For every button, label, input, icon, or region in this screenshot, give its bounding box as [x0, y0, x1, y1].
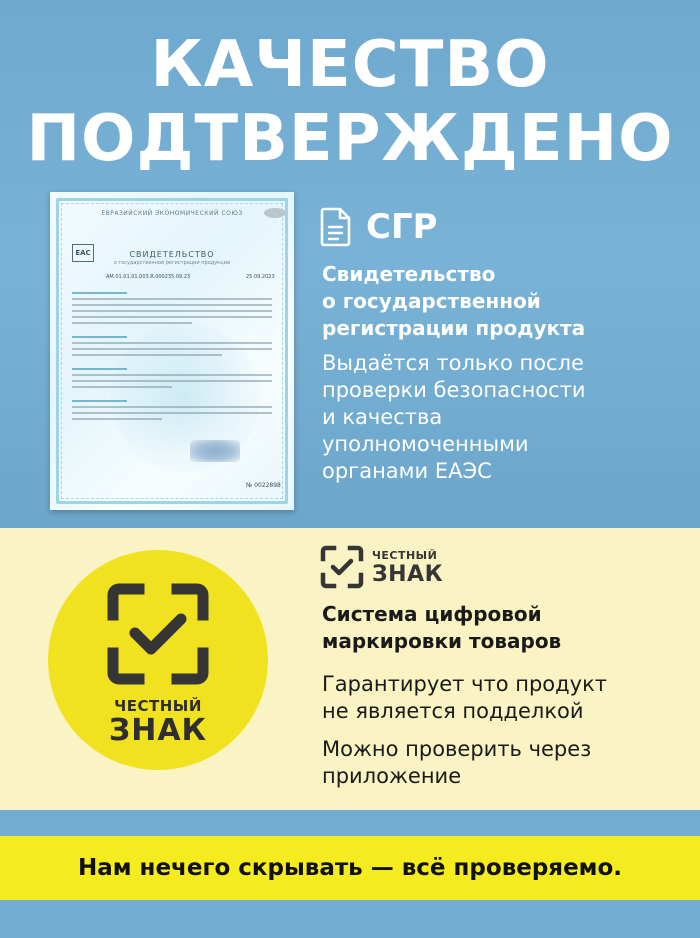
certificate-line	[72, 418, 162, 420]
logo-text-line-2: ЗНАК	[372, 562, 444, 587]
certificate-line	[72, 342, 272, 344]
badge-text-line-1: ЧЕСТНЫЙ	[114, 697, 202, 715]
certificate-line	[72, 412, 272, 414]
certificate-line	[72, 348, 272, 350]
page-title	[0, 28, 700, 176]
chestny-znak-check-icon	[105, 581, 211, 687]
certificate-org: ЕВРАЗИЙСКИЙ ЭКОНОМИЧЕСКИЙ СОЮЗ	[101, 210, 243, 217]
eac-mark: EAC	[72, 244, 94, 262]
certificate-line	[72, 354, 222, 356]
certificate-title: СВИДЕТЕЛЬСТВО	[129, 250, 215, 259]
certificate-line	[72, 368, 127, 370]
certificate-line	[72, 322, 192, 324]
title-line-1: КАЧЕСТВО	[150, 28, 550, 102]
sgr-title: СГР	[366, 207, 438, 247]
certificate-line	[72, 380, 272, 382]
certificate-line	[72, 406, 272, 408]
chestny-znak-heading: Система цифровой маркировки товаров	[322, 602, 562, 653]
certificate-line	[72, 336, 127, 338]
certificate-line	[72, 400, 127, 402]
certificate-number: AM.01.01.01.003.R.000235.09.23	[106, 274, 191, 280]
sgr-heading: Свидетельство о государственной регистрации продукта	[322, 262, 586, 340]
certificate-line	[72, 316, 272, 318]
certificate-serial: № 0022898	[246, 482, 281, 489]
certificate-line	[72, 292, 127, 294]
certificate-line	[72, 304, 272, 306]
badge-text-line-2: ЗНАК	[108, 713, 208, 748]
certificate-text-lines	[72, 288, 272, 424]
certificate-line	[72, 310, 272, 312]
certificate-hologram	[190, 440, 240, 462]
chestny-znak-description-2: Можно проверить через приложение	[322, 737, 592, 788]
chestny-znak-logo-icon	[320, 545, 364, 589]
certificate-subtitle: о государственной регистрации продукции	[113, 260, 231, 266]
chestny-znak-description-1: Гарантирует что продукт не является подделкой	[322, 672, 608, 723]
certificate-image	[50, 192, 294, 510]
document-icon	[320, 207, 352, 247]
title-line-2: ПОДТВЕРЖДЕНО	[26, 102, 674, 176]
logo-text-line-1: ЧЕСТНЫЙ	[372, 549, 438, 562]
certificate-line	[72, 298, 272, 300]
banner-text: Нам нечего скрывать — всё проверяемо.	[77, 855, 623, 881]
sgr-description: Выдаётся только после проверки безопасности и качества уполномоченными органами ЕАЭС	[322, 351, 586, 483]
certificate-line	[72, 374, 272, 376]
certificate-line	[72, 386, 172, 388]
certificate-date: 25.09.2023	[246, 274, 275, 280]
